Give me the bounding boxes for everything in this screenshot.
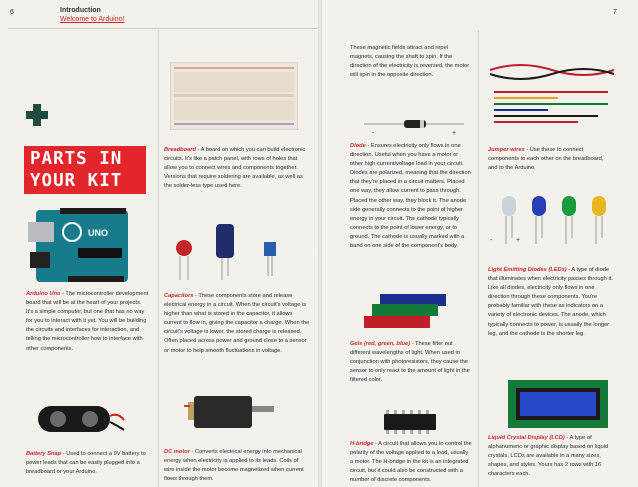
led-minus-label: - bbox=[490, 237, 493, 244]
part-arduino-uno: Arduino Uno - The microcontroller development board that will be at the heart of your projects. It's a simple computer, but one that has no way for you to interact with it yet. You will be building the circuits and interfaces for interaction, and telling the microcontroller how to interface with other components. bbox=[26, 291, 149, 352]
plus-icon bbox=[26, 104, 48, 126]
diode-image bbox=[364, 116, 464, 136]
led-plus-label: + bbox=[516, 237, 521, 244]
part-capacitors: Capacitors - These components store and release electrical energy in a circuit. When the circuit's voltage is higher than what is stored in the capacitor, it allows current to flow in, giving the capacitor a charge. When the circuit's voltage is lower, the stored charge is released. Often placed across power and ground close to a sensor or motor to help smooth fluctuations in voltage. bbox=[164, 293, 310, 354]
h-bridge-image bbox=[380, 410, 440, 436]
part-jumper-wires: Jumper wires - Use these to connect components to each other on the breadboard, and to the Arduino. bbox=[488, 147, 604, 172]
gels-image bbox=[364, 290, 454, 332]
capacitors-image bbox=[168, 220, 290, 282]
part-gels: Gels (red, green, blue) - These filter out different wavelengths of light. When used in conjunction with photoresistors, they cause the sensor to only react to the amount of light in the filtered color. bbox=[350, 341, 470, 384]
breadboard-image bbox=[170, 62, 298, 130]
page-title: PARTS IN YOUR KIT bbox=[24, 146, 146, 194]
header-rule bbox=[8, 28, 318, 29]
lcd-image bbox=[508, 380, 608, 428]
part-diode: Diode - Ensures electricity only flows in one direction. Useful when you have a motor or other high current/voltage load in your circuit. Diodes are polarized, meaning that the direction that they're placed in a circuit matters. Placed one way, they allow current to pass through. Placed the other way, they block it. The anode side generally connects to the point of higher energy in your circuit. The cathode typically connects to the point of lower energy, or to ground. The cathode is usually marked with a band on one side of the component's body. bbox=[350, 143, 471, 250]
part-lcd: Liquid Crystal Display (LCD) - A type of alphanumeric or graphic display based on liquid crystals. LCDs are available in a many sizes, shapes, and styles. Yours has 2 rows with 16 characters each. bbox=[488, 435, 609, 478]
right-page-number: 7 bbox=[613, 9, 617, 16]
section-link[interactable]: Welcome to Arduino! bbox=[60, 16, 125, 23]
battery-snap-image bbox=[36, 402, 126, 436]
column-rule bbox=[478, 30, 479, 487]
part-dc-motor: DC motor - Converts electrical energy into mechanical energy when electricity is applied to its leads. Coils of wire inside the motor become magnetized when current flows through them. bbox=[164, 449, 304, 483]
section-title: Introduction bbox=[60, 7, 101, 14]
part-breadboard: Breadboard - A board on which you can build electronic circuits. It's like a patch panel, with rows of holes that allow you to connect wires and components together. Versions that require soldering are available, as well as the solder-less type used here. bbox=[164, 147, 306, 190]
leds-image bbox=[488, 192, 618, 248]
part-battery-snap: Battery Snap - Used to connect a 9V battery to power leads that can be easily plugged into a breadboard or your Arduino. bbox=[26, 451, 146, 476]
diode-minus-label: - bbox=[372, 130, 375, 136]
part-leds: Light Emitting Diodes (LEDs) - A type of diode that illuminates when electricity passes through it. Like all diodes, electricity only flows in one direction through these components. You're probably familiar with these as indicators on a variety of electronic devices. The anode, which typically connects to power, is usually the longer leg, and the cathode is the shorter leg. bbox=[488, 267, 613, 337]
dc-motor-image bbox=[184, 392, 280, 432]
dc-motor-continued: These magnetic fields attract and repel magnets, causing the shaft to spin. If the direction of the electricity is reversed, the motor will spin in the opposite direction. bbox=[350, 45, 470, 79]
board-label: UNO bbox=[88, 228, 108, 238]
diode-plus-label: + bbox=[452, 130, 457, 136]
jumper-wires-image bbox=[488, 56, 616, 136]
part-h-bridge: H-bridge - A circuit that allows you to control the polarity of the voltage applied to a load, usually a motor. The H-bridge in the kit is an integrated circuit, but it could also be constructed with a number of discrete components. bbox=[350, 441, 472, 484]
arduino-uno-image bbox=[28, 204, 132, 286]
left-page-number: 6 bbox=[10, 9, 14, 16]
page-gutter bbox=[318, 0, 322, 487]
column-rule bbox=[158, 30, 159, 487]
